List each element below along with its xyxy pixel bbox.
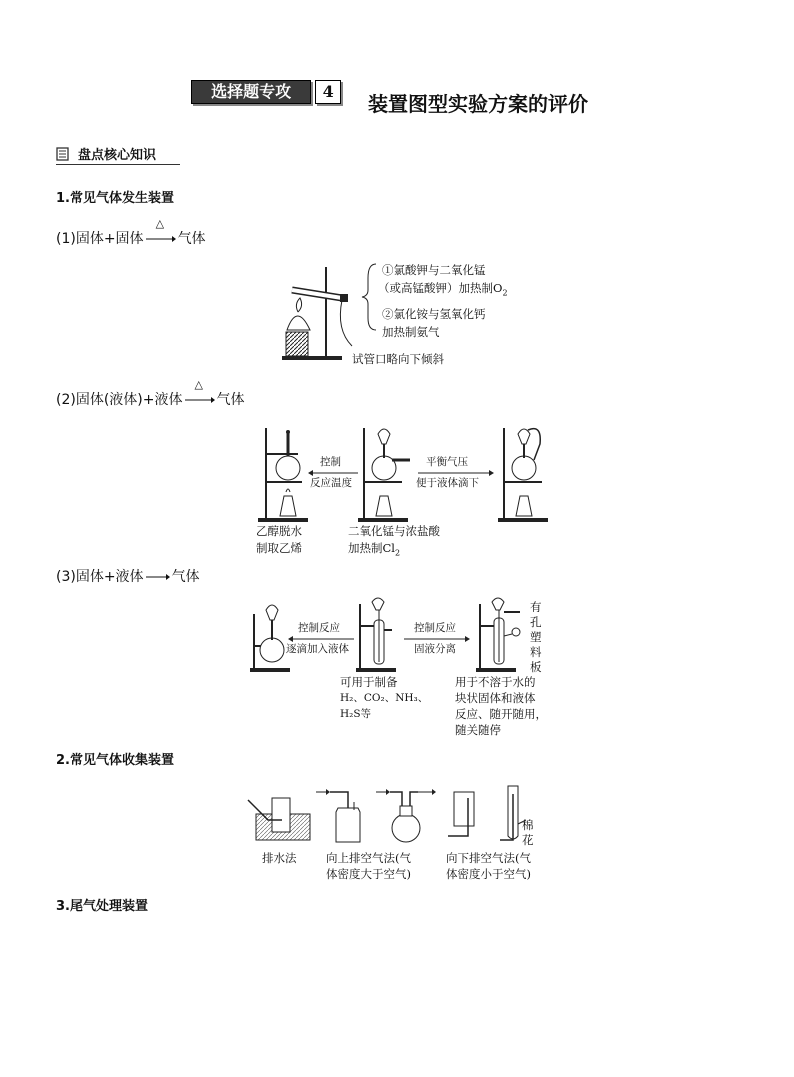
section-underline	[56, 164, 180, 165]
r1-equation	[56, 217, 206, 248]
water-displacement-icon	[248, 790, 312, 842]
s2-cap3-l1: 向下排空气法(气	[446, 851, 531, 865]
s2-cap2-l2: 体密度大于空气)	[326, 867, 411, 881]
r2-cap1-l2: 制取乙烯	[256, 541, 302, 555]
s2-cap2-l1: 向上排空气法(气	[326, 851, 411, 865]
r3-equation	[56, 566, 200, 586]
r1-note-b2: 加热制氨气	[382, 325, 440, 339]
r2-cap2-l1: 二氧化锰与浓盐酸	[348, 524, 440, 538]
r1-tube-note: 试管口略向下倾斜	[352, 352, 444, 366]
kipp-like-tube-icon	[476, 596, 528, 672]
r1-note-a1: ①氯酸钾与二氧化锰	[382, 263, 486, 277]
heat-arrow-icon	[185, 378, 215, 406]
r3-cap2-l1: 用于不溶于水的	[455, 675, 536, 689]
r3-cap2-l4: 随关随停	[455, 723, 501, 737]
long-neck-funnel-tube-icon	[356, 596, 400, 672]
r3-cap1-l1: 可用于制备	[340, 675, 398, 689]
heat-arrow-icon	[146, 217, 176, 245]
r3-plate-label: 有孔塑料板	[530, 600, 542, 674]
r1-left: (1)固体+固体	[56, 231, 144, 247]
r3-cap1-l2: H₂、CO₂、NH₃、	[340, 692, 429, 704]
r2-equation	[56, 378, 245, 409]
r2-arrow2-bottom: 便于液体滴下	[416, 477, 479, 489]
r2-arrow1-bottom: 反应温度	[310, 477, 352, 489]
r1-note-a2-wrap: （或高锰酸钾）加热制$O_2$	[378, 281, 508, 298]
r3-arrow2-top: 控制反应	[414, 622, 456, 634]
s2-cap3-l2: 体密度小于空气)	[446, 867, 531, 881]
r2-cap2-l2-wrap: 加热制$Cl_2$	[348, 541, 401, 558]
r3-cap2-l2: 块状固体和液体	[455, 691, 536, 705]
pointer-line-icon	[336, 300, 356, 350]
flask-funnel-stand-icon	[358, 424, 414, 522]
badge-number: 4	[315, 80, 341, 104]
pressure-equalizing-flask-icon	[498, 424, 554, 522]
r3-left: (3)固体+液体	[56, 569, 144, 585]
s2-title: 2.常见气体收集装置	[56, 753, 174, 768]
r1-note-a2: （或高锰酸钾）加热制O	[378, 281, 503, 295]
r2-cap2-l2: 加热制Cl	[348, 541, 395, 555]
r2-arrow1-top: 控制	[320, 456, 341, 468]
r3-arrow1-top: 控制反应	[298, 622, 340, 634]
s3-title: 3.尾气处理装置	[56, 899, 148, 914]
flask-air-collection-icon	[376, 788, 436, 846]
page-title: 装置图型实验方案的评价	[368, 92, 588, 116]
r1-note-b1: ②氯化铵与氢氧化钙	[382, 307, 486, 321]
r3-arrow2-bottom: 固液分离	[414, 643, 456, 655]
r2-right: 气体	[216, 392, 245, 408]
heat-cond: △	[194, 378, 203, 391]
document-icon	[56, 147, 70, 161]
section-header	[56, 144, 156, 163]
dropping-funnel-flask-icon	[250, 600, 290, 672]
r2-left: (2)固体(液体)+液体	[56, 392, 183, 408]
r2-arrow2-top: 平衡气压	[426, 456, 468, 468]
section-title: 盘点核心知识	[78, 148, 157, 163]
r3-cap2-l3: 反应、随开随用，	[455, 707, 547, 721]
r1-right: 气体	[177, 231, 206, 247]
r3-arrow1-bottom: 逐滴加入液体	[286, 643, 349, 655]
heat-cond: △	[155, 217, 165, 230]
arrow-icon	[146, 569, 170, 583]
topic-badge	[191, 80, 341, 104]
upward-air-bottle-icon	[316, 788, 368, 846]
r3-right: 气体	[171, 569, 200, 585]
s1-title: 1.常见气体发生装置	[56, 191, 174, 206]
badge-label: 选择题专攻	[191, 80, 311, 104]
r2-cap1-l1: 乙醇脱水	[256, 524, 302, 538]
s2-cotton: 棉花	[522, 818, 534, 847]
r3-cap1-l3: H₂S等	[340, 708, 372, 720]
s2-cap1: 排水法	[262, 851, 297, 865]
brace-icon	[362, 262, 378, 332]
downward-air-bottle-icon	[448, 790, 484, 844]
flask-stand-icon	[258, 424, 308, 522]
